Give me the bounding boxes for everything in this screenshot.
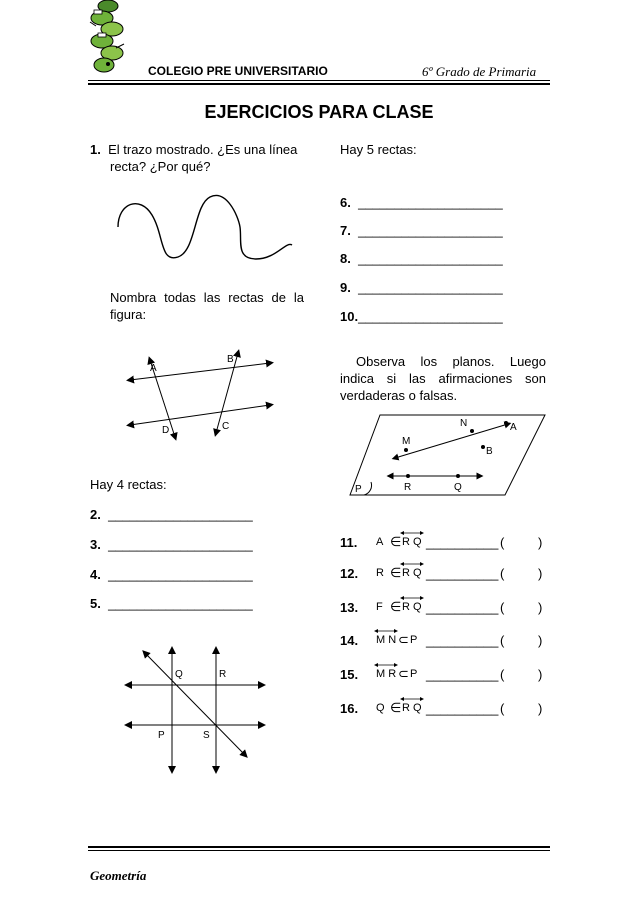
hay-5-rectas: Hay 5 rectas: (340, 142, 417, 157)
statement-operator: ⊂ (398, 666, 409, 681)
statement-rhs: P (410, 668, 418, 680)
statement-paren-close: ) (538, 667, 543, 682)
wavy-curve-figure (100, 185, 310, 275)
answer-7-number: 7. (340, 223, 351, 238)
school-name: COLEGIO PRE UNIVERSITARIO (148, 64, 328, 78)
statement-operator: ∈ (390, 700, 402, 715)
statement-paren-close: ) (538, 535, 543, 550)
answer-4-blank[interactable]: ____________________ (108, 567, 253, 582)
observa-line1: Observa los planos. Luego (356, 354, 546, 369)
answer-10-number: 10. (340, 309, 359, 324)
statement-paren-open: ( (500, 566, 505, 581)
statement-lhs: M R (376, 668, 397, 680)
answer-2 (90, 507, 253, 522)
answer-3-blank[interactable]: ____________________ (108, 537, 253, 552)
statement-12 (340, 566, 550, 586)
statement-number: 15. (340, 667, 359, 682)
answer-6 (340, 195, 503, 210)
fig3-label-r: R (219, 669, 227, 680)
answer-8-number: 8. (340, 251, 351, 266)
statement-number: 16. (340, 701, 359, 716)
statement-blank[interactable]: __________ (426, 667, 499, 682)
footer-subject: Geometría (90, 868, 147, 883)
statement-number: 13. (340, 600, 359, 615)
plane-label-n: N (460, 418, 468, 429)
answer-4-number: 4. (90, 567, 101, 582)
answer-7 (340, 223, 503, 238)
plane-label-p: P (355, 484, 362, 495)
plane-label-m: M (402, 436, 411, 447)
footer-rule (88, 846, 550, 848)
fig3-label-s: S (203, 730, 210, 741)
q1-text-line1: El trazo mostrado. ¿Es una línea (108, 142, 298, 157)
plane-label-b: B (486, 446, 493, 457)
statement-lhs: M N (376, 634, 397, 646)
statement-rhs: P (410, 634, 418, 646)
statement-14 (340, 633, 550, 653)
fig1-label-c: C (222, 421, 230, 432)
statement-blank[interactable]: __________ (426, 701, 499, 716)
answer-3 (90, 537, 253, 552)
statement-lhs: A (376, 536, 384, 548)
answer-2-blank[interactable]: ____________________ (108, 507, 253, 522)
statement-rhs: R Q (402, 567, 422, 579)
answer-5-blank[interactable]: ____________________ (108, 596, 253, 611)
statement-rhs: R Q (402, 702, 422, 714)
statement-paren-open: ( (500, 633, 505, 648)
statement-paren-open: ( (500, 667, 505, 682)
statement-number: 12. (340, 566, 359, 581)
fig3-label-q: Q (175, 669, 183, 680)
line-symbol-arrow-icon (400, 561, 424, 567)
answer-5 (90, 596, 253, 611)
statement-blank[interactable]: __________ (426, 566, 499, 581)
school-logo (78, 0, 138, 80)
statement-blank[interactable]: __________ (426, 600, 499, 615)
statement-rhs: R Q (402, 536, 422, 548)
line-symbol-arrow-icon (374, 628, 398, 634)
plane-label-a: A (510, 422, 517, 433)
plane-label-q: Q (454, 482, 462, 493)
statement-operator: ∈ (390, 565, 402, 580)
header-rule-2 (88, 83, 550, 85)
fig1-label-a: A (150, 363, 157, 374)
statement-lhs: F (376, 601, 383, 613)
answer-2-number: 2. (90, 507, 101, 522)
plane-label-r: R (404, 482, 412, 493)
statement-paren-open: ( (500, 701, 505, 716)
q1-number: 1. (90, 142, 101, 157)
answer-5-number: 5. (90, 596, 101, 611)
statement-paren-close: ) (538, 566, 543, 581)
statement-paren-close: ) (538, 633, 543, 648)
answer-8 (340, 251, 503, 266)
answer-3-number: 3. (90, 537, 101, 552)
name-lines-line1: Nombra todas las rectas de la (110, 290, 304, 305)
statement-16 (340, 701, 550, 721)
statement-lhs: Q (376, 702, 385, 714)
statement-paren-close: ) (538, 600, 543, 615)
name-lines-line2: figura: (110, 307, 147, 322)
answer-6-blank[interactable]: ____________________ (358, 195, 503, 210)
fig1-label-d: D (162, 425, 170, 436)
statement-number: 11. (340, 535, 358, 550)
fig1-label-b: B (227, 354, 234, 365)
statement-operator: ∈ (390, 534, 402, 549)
statement-operator: ∈ (390, 599, 402, 614)
page-title: EJERCICIOS PARA CLASE (204, 102, 434, 122)
line-symbol-arrow-icon (400, 595, 424, 601)
hay-4-rectas: Hay 4 rectas: (90, 477, 167, 492)
line-symbol-arrow-icon (400, 530, 424, 536)
statement-13 (340, 600, 550, 620)
header-rule (88, 80, 550, 81)
statement-11 (340, 535, 550, 555)
statement-blank[interactable]: __________ (426, 535, 499, 550)
name-lines-instruction (110, 289, 304, 323)
observa-line2: indica si las afirmaciones son (340, 371, 546, 386)
statement-number: 14. (340, 633, 359, 648)
answer-9-number: 9. (340, 280, 351, 295)
answer-8-blank[interactable]: ____________________ (358, 251, 503, 266)
grid-lines-figure (120, 645, 270, 775)
observa-line3: verdaderas o falsas. (340, 388, 458, 403)
answer-9-blank[interactable]: ____________________ (358, 280, 503, 295)
observa-instruction (340, 353, 546, 404)
answer-10 (340, 309, 503, 324)
question-1 (90, 141, 310, 175)
statement-blank[interactable]: __________ (426, 633, 499, 648)
answer-6-number: 6. (340, 195, 351, 210)
answer-4 (90, 567, 253, 582)
q1-text-line2: recta? ¿Por qué? (110, 159, 211, 174)
plane-figure (340, 410, 550, 500)
statement-lhs: R (376, 567, 384, 579)
answer-9 (340, 280, 503, 295)
statement-15 (340, 667, 550, 687)
four-lines-figure (120, 345, 280, 445)
statement-paren-open: ( (500, 600, 505, 615)
footer-rule-2 (88, 850, 550, 851)
fig3-label-p: P (158, 730, 165, 741)
grade-label: 6º Grado de Primaria (422, 64, 537, 79)
statement-operator: ⊂ (398, 632, 409, 647)
statement-paren-close: ) (538, 701, 543, 716)
line-symbol-arrow-icon (374, 662, 398, 668)
statement-paren-open: ( (500, 535, 505, 550)
answer-10-blank[interactable]: ____________________ (358, 309, 503, 324)
line-symbol-arrow-icon (400, 696, 424, 702)
answer-7-blank[interactable]: ____________________ (358, 223, 503, 238)
statement-rhs: R Q (402, 601, 422, 613)
